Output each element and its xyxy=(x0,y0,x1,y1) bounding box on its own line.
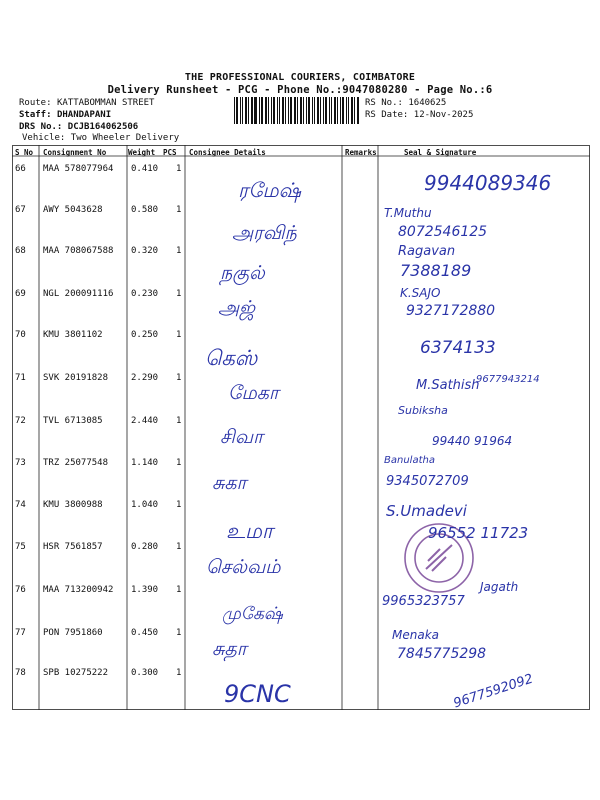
row-weight: 2.440 xyxy=(131,416,159,426)
row-weight: 0.280 xyxy=(131,542,159,552)
rs-date-value: 12-Nov-2025 xyxy=(413,110,474,120)
handwritten-consignee-68a: அரவிந் xyxy=(232,222,297,244)
col-header-remarks: Remarks xyxy=(345,148,377,157)
handwritten-signature-66: 9944089346 xyxy=(424,171,552,195)
staff-value: DHANDAPANI xyxy=(56,110,112,120)
row-pcs: 1 xyxy=(176,542,182,552)
row-consignment-no: HSR 7561857 xyxy=(43,542,103,552)
row-pcs: 1 xyxy=(176,500,182,510)
handwritten-consignee-78: 9CNC xyxy=(224,680,291,708)
row-consignment-no: NGL 200091116 xyxy=(43,289,114,299)
handwritten-signature-77a: Menaka xyxy=(392,628,439,642)
row-consignment-no: SPB 10275222 xyxy=(43,668,109,678)
handwritten-consignee-76: முகேஷ் xyxy=(222,604,283,624)
handwritten-signature-69b: 9327172880 xyxy=(406,303,496,319)
row-pcs: 1 xyxy=(176,585,182,595)
col-header-consignee: Consignee Details xyxy=(189,148,266,157)
handwritten-signature-67a: T.Muthu xyxy=(384,206,432,220)
row-sno: 76 xyxy=(15,585,26,595)
row-sno: 78 xyxy=(15,668,26,678)
company-title: THE PROFESSIONAL COURIERS, COIMBATORE xyxy=(184,72,416,83)
rs-number-line xyxy=(365,98,446,108)
row-pcs: 1 xyxy=(176,289,182,299)
row-consignment-no: SVK 20191828 xyxy=(43,373,109,383)
col-header-pcs: PCS xyxy=(163,148,177,157)
row-weight: 0.580 xyxy=(131,205,159,215)
handwritten-consignee-69: அஜ் xyxy=(218,297,255,319)
row-weight: 2.290 xyxy=(131,373,159,383)
barcode xyxy=(233,97,360,124)
handwritten-consignee-68b: நகுல் xyxy=(220,262,265,284)
handwritten-signature-68a: Ragavan xyxy=(398,244,456,259)
route-label: Route: xyxy=(19,98,52,108)
staff-label: Staff: xyxy=(19,110,52,120)
handwritten-signature-70: 6374133 xyxy=(420,338,496,358)
route-line xyxy=(19,98,154,108)
row-consignment-no: MAA 578077964 xyxy=(43,164,114,174)
row-sno: 69 xyxy=(15,289,26,299)
row-consignment-no: TRZ 25077548 xyxy=(43,458,109,468)
row-weight: 0.320 xyxy=(131,246,159,256)
handwritten-signature-74b: 96552 11723 xyxy=(428,524,529,542)
drs-line xyxy=(19,122,138,132)
handwritten-consignee-74: உமா xyxy=(226,519,273,543)
row-pcs: 1 xyxy=(176,164,182,174)
vehicle-label: Vehicle: xyxy=(22,133,66,143)
handwritten-signature-74a: S.Umadevi xyxy=(386,502,467,520)
vehicle-value: Two Wheeler Delivery xyxy=(70,133,180,143)
handwritten-signature-76a: 9965323757 xyxy=(382,594,465,609)
row-sno: 74 xyxy=(15,500,26,510)
row-pcs: 1 xyxy=(176,330,182,340)
handwritten-consignee-71: மேகா xyxy=(228,382,279,404)
row-consignment-no: KMU 3801102 xyxy=(43,330,103,340)
row-consignment-no: PON 7951860 xyxy=(43,628,103,638)
row-weight: 0.300 xyxy=(131,668,159,678)
col-header-seal: Seal & Signature xyxy=(404,148,477,157)
handwritten-signature-73a: Banulatha xyxy=(384,455,435,466)
rs-value: 1640625 xyxy=(408,98,447,108)
row-sno: 72 xyxy=(15,416,26,426)
row-consignment-no: AWY 5043628 xyxy=(43,205,103,215)
row-weight: 0.410 xyxy=(131,164,159,174)
row-consignment-no: MAA 713200942 xyxy=(43,585,114,595)
handwritten-signature-73b: 9345072709 xyxy=(386,474,469,489)
handwritten-consignee-75: செல்வம் xyxy=(206,556,281,578)
row-weight: 0.450 xyxy=(131,628,159,638)
row-sno: 73 xyxy=(15,458,26,468)
row-pcs: 1 xyxy=(176,373,182,383)
runsheet-subtitle: Delivery Runsheet - PCG - Phone No.:9047080280 - Page No.:6 xyxy=(107,84,493,96)
handwritten-signature-71b: 9677943214 xyxy=(476,374,540,385)
row-pcs: 1 xyxy=(176,416,182,426)
row-sno: 77 xyxy=(15,628,26,638)
row-weight: 1.390 xyxy=(131,585,159,595)
handwritten-consignee-77: சுதா xyxy=(212,638,247,660)
staff-line xyxy=(19,110,111,120)
col-header-sno: S No xyxy=(15,148,34,157)
handwritten-consignee-66: ரமேஷ் xyxy=(238,178,302,202)
row-pcs: 1 xyxy=(176,668,182,678)
route-value: KATTABOMMAN STREET xyxy=(56,98,155,108)
handwritten-signature-72b: 99440 91964 xyxy=(432,434,513,448)
rs-label: RS No.: xyxy=(365,98,403,108)
row-pcs: 1 xyxy=(176,246,182,256)
handwritten-signature-69a: K.SAJO xyxy=(400,286,441,300)
row-weight: 0.250 xyxy=(131,330,159,340)
col-header-weight: Weight xyxy=(128,148,156,157)
row-sno: 66 xyxy=(15,164,26,174)
row-consignment-no: TVL 6713085 xyxy=(43,416,103,426)
handwritten-consignee-72: சிவா xyxy=(220,426,263,448)
handwritten-signature-76b: Jagath xyxy=(480,580,519,594)
handwritten-consignee-73: சுகா xyxy=(212,472,247,494)
handwritten-signature-78: 9677592092 xyxy=(451,671,536,712)
row-sno: 67 xyxy=(15,205,26,215)
row-sno: 70 xyxy=(15,330,26,340)
col-header-consignment: Consignment No xyxy=(43,148,107,157)
handwritten-signature-77b: 7845775298 xyxy=(397,646,487,662)
rs-date-line xyxy=(365,110,473,120)
handwritten-signature-68b: 7388189 xyxy=(400,261,472,280)
row-consignment-no: MAA 708067588 xyxy=(43,246,114,256)
handwritten-consignee-70: கெஸ் xyxy=(205,346,258,370)
row-weight: 1.140 xyxy=(131,458,159,468)
drs-value: DCJB164062506 xyxy=(67,122,139,132)
row-pcs: 1 xyxy=(176,628,182,638)
drs-label: DRS No.: xyxy=(19,122,63,132)
handwritten-signature-71a: M.Sathish xyxy=(416,378,480,393)
row-sno: 75 xyxy=(15,542,26,552)
table-grid xyxy=(12,145,590,710)
row-sno: 71 xyxy=(15,373,26,383)
handwritten-signature-72a: Subiksha xyxy=(398,404,448,417)
handwritten-signature-67b: 8072546125 xyxy=(398,224,488,240)
row-consignment-no: KMU 3800988 xyxy=(43,500,103,510)
row-pcs: 1 xyxy=(176,205,182,215)
row-weight: 0.230 xyxy=(131,289,159,299)
vehicle-line xyxy=(22,133,179,143)
row-weight: 1.040 xyxy=(131,500,159,510)
rs-date-label: RS Date: xyxy=(365,110,409,120)
row-pcs: 1 xyxy=(176,458,182,468)
row-sno: 68 xyxy=(15,246,26,256)
